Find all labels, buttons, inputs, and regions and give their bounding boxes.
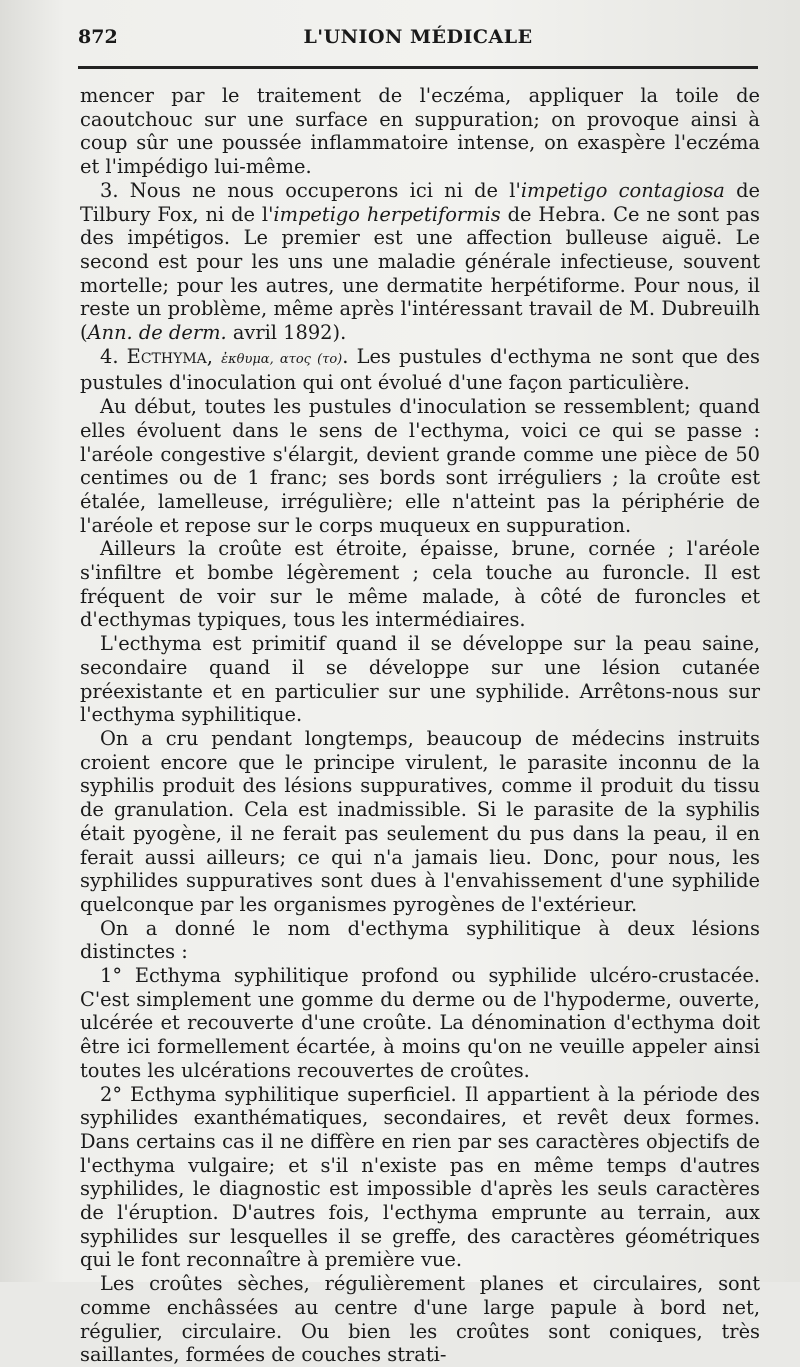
text-run: Les croûtes sèches, régulièrement planes et circulaires, sont comme enchâssées au centre d'une large papule à bord net, régulier, circulaire. Ou bien les croûtes sont coniques, très saillantes, formées de couches strati- (80, 1272, 760, 1367)
text-run: L'ecthyma est primitif quand il se développe sur la peau saine, secondaire quand il se développe sur une lésion cutanée préexistante et en particulier sur une syphilide. Arrêtons-nous sur l'ecthyma syphilitique. (80, 632, 760, 727)
text-run: On a cru pendant longtemps, beaucoup de médecins instruits croient encore que le principe virulent, le parasite inconnu de la syphilis produit des lésions suppuratives, comme il produit du tissu de granulation. Cela est inadmissible. Si le parasite de la syphilis était pyogène, il ne ferait pas seulement du pus dans la peau, il en ferait aussi ailleurs; ce qui n'a jamais lieu. Donc, pour nous, les syphilides suppuratives sont dues à l'envahissement d'une syphilide quelconque par les organismes pyrogènes de l'extérieur. (80, 726, 760, 916)
paragraph (80, 84, 760, 179)
text-run: 2° Ecthyma syphilitique superficiel. Il appartient à la période des syphilides exanthématiques, secondaires, et revêt deux formes. Dans certains cas il ne diffère en rien par ses caractères objectifs de l'ecthyma vulgaire; et s'il n'existe pas en même temps d'autres syphilides, le diagnostic est impossible d'après les seuls caractères de l'éruption. D'autres fois, l'ecthyma emprunte au terrain, aux syphilides sur lesquelles il se greffe, des caractères géométriques qui le font reconnaître à première vue. (80, 1082, 760, 1272)
paragraph (80, 964, 760, 1083)
paragraph (80, 345, 760, 395)
text-run: Au début, toutes les pustules d'inoculation se ressemblent; quand elles évoluent dans le sens de l'ecthyma, voici ce qui se passe : l'aréole congestive s'élargit, devient grande comme une pièce de 50 centimes ou de 1 franc; ses bords sont irréguliers ; la croûte est étalée, lamelleuse, irrégulière; elle n'atteint pas la périphérie de l'aréole et repose sur le corps muqueux en suppuration. (80, 395, 760, 537)
paragraph (80, 917, 760, 964)
italic-text: impetigo contagiosa (520, 178, 725, 202)
text-run: . Les pustules d'ecthyma ne sont que des pustules d'inoculation qui ont évolué d'une façon particulière. (80, 344, 760, 395)
paragraph (80, 179, 760, 345)
text-run: ἐκθυμα, ατος (το) (221, 351, 343, 367)
page-number: 872 (78, 26, 118, 48)
text-run: On a donné le nom d'ecthyma syphilitique à deux lésions distinctes : (80, 916, 760, 964)
paragraph (80, 395, 760, 537)
text-run: Ecthyma (126, 344, 207, 368)
text-run: de Hebra. Ce ne sont pas des impétigos. Le premier est une affection bulleuse aiguë. Le second est pour les uns une maladie générale infectieuse, souvent mortelle; pour les autres, une dermatite herpétiforme. Pour nous, il reste un problème, même après l'intéressant travail de M. Dubreuilh ( (80, 202, 760, 345)
text-run: de Tilbury Fox, ni de l' (80, 178, 761, 226)
italic-text: impetigo herpetiformis (273, 202, 501, 226)
article-body (80, 84, 760, 1367)
text-run: , (206, 344, 222, 368)
text-run: 4. (100, 344, 127, 368)
page-header (78, 20, 758, 60)
italic-text: Ann. de derm. (87, 321, 227, 345)
paragraph (80, 537, 760, 632)
paragraph (80, 1272, 760, 1367)
text-run: 3. Nous ne nous occuperons ici ni de l' (100, 178, 521, 202)
text-run: mencer par le traitement de l'eczéma, appliquer la toile de caoutchouc sur une surface en suppuration; on provoque ainsi à coup sûr une poussée inflammatoire intense, on exaspère l'eczéma et l'impédigo lui-même. (80, 84, 760, 179)
text-run: 1° Ecthyma syphilitique profond ou syphilide ulcéro-crustacée. C'est simplement une gomme du derme ou de l'hypoderme, ouverte, ulcérée et recouverte d'une croûte. La dénomination d'ecthyma doit être ici formellement écartée, à moins qu'on ne veuille appeler ainsi toutes les ulcérations recouvertes de croûtes. (80, 964, 760, 1082)
text-run: avril 1892). (226, 321, 347, 345)
running-title: L'UNION MÉDICALE (303, 26, 533, 48)
paragraph (80, 1083, 760, 1273)
paragraph (80, 632, 760, 727)
header-rule (78, 66, 758, 69)
text-run: Ailleurs la croûte est étroite, épaisse, brune, cornée ; l'aréole s'infiltre et bombe légèrement ; cela touche au furoncle. Il est fréquent de voir sur le même malade, à côté de furoncles et d'ecthymas typiques, tous les intermédiaires. (80, 537, 760, 632)
paragraph (80, 727, 760, 917)
